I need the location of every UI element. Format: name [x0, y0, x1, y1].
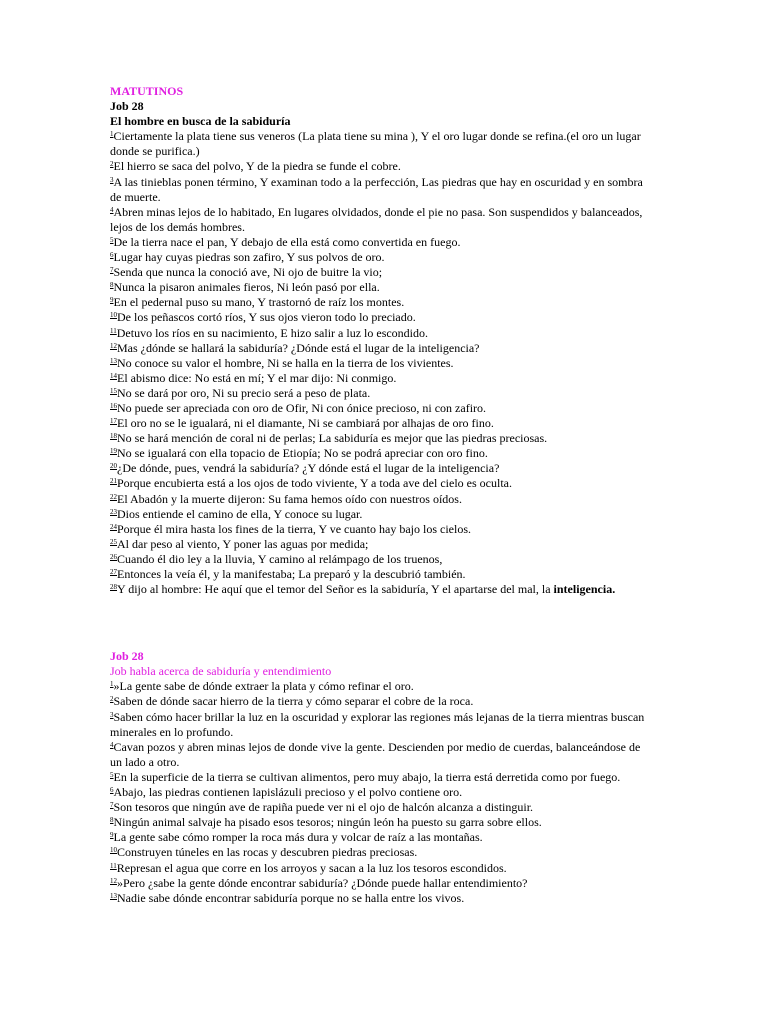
section-subtitle-2: Job habla acerca de sabiduría y entendimiento: [110, 664, 332, 679]
verse-number[interactable]: 7: [110, 266, 114, 275]
chapter-title: Job 28: [110, 99, 144, 114]
verse-number[interactable]: 11: [110, 326, 117, 335]
verse-5: [110, 235, 655, 250]
verse-number[interactable]: 4: [110, 740, 114, 749]
verse-18: [110, 431, 655, 446]
verse-6: [110, 250, 655, 265]
verse-20: [110, 461, 655, 476]
verse-text: De la tierra nace el pan, Y debajo de ella está como convertida en fuego.: [113, 234, 461, 249]
verse-text: Mas ¿dónde se hallará la sabiduría? ¿Dónde está el lugar de la inteligencia?: [117, 340, 480, 355]
verse-text: Y dijo al hombre: He aquí que el temor del Señor es la sabiduría, Y el apartarse del mal, la: [117, 582, 554, 597]
verse-number[interactable]: 2: [110, 160, 114, 169]
verse-4: [110, 205, 655, 235]
verse-14: [110, 371, 655, 386]
verse-17: [110, 416, 655, 431]
verse-number[interactable]: 13: [110, 891, 117, 900]
verse-text: En el pedernal puso su mano, Y trastornó de raíz los montes.: [113, 295, 405, 310]
verse-7: [110, 800, 655, 815]
verse-number[interactable]: 27: [110, 568, 117, 576]
verse-number[interactable]: 22: [110, 492, 117, 501]
verse-19: [110, 446, 655, 461]
verse-8: [110, 280, 655, 295]
verse-number[interactable]: 23: [110, 507, 117, 516]
verse-text: Porque encubierta está a los ojos de todo viviente, Y a toda ave del cielo es oculta.: [117, 476, 512, 491]
verse-number[interactable]: 7: [110, 801, 114, 810]
verse-13: [110, 356, 655, 371]
verse-21: [110, 476, 655, 491]
verse-text: ¿De dónde, pues, vendrá la sabiduría? ¿Y dónde está el lugar de la inteligencia?: [117, 461, 500, 476]
verse-number[interactable]: 24: [110, 522, 117, 531]
verse-1: [110, 679, 655, 694]
verse-5: [110, 770, 655, 785]
verse-8: [110, 815, 655, 830]
verse-12: [110, 341, 655, 356]
verse-26: [110, 552, 655, 567]
verse-27: [110, 567, 655, 582]
verse-10: [110, 845, 655, 860]
verse-6: [110, 785, 655, 800]
verse-text: Dios entiende el camino de ella, Y conoce su lugar.: [117, 506, 363, 521]
verse-text: Ciertamente la plata tiene sus veneros (La plata tiene su mina ), Y el oro lugar donde se refina.(el oro un lugar donde se purifica.): [110, 129, 641, 159]
verse-text: De los peñascos cortó ríos, Y sus ojos vieron todo lo preciado.: [117, 310, 416, 325]
verse-text: Represan el agua que corre en los arroyos y sacan a la luz los tesoros escondidos.: [116, 860, 507, 875]
verse-text: Detuvo los ríos en su nacimiento, E hizo salir a luz lo escondido.: [116, 325, 429, 340]
verse-number[interactable]: 15: [110, 386, 117, 395]
verse-text: »La gente sabe de dónde extraer la plata y cómo refinar el oro.: [113, 679, 414, 694]
section-heading: MATUTINOS: [110, 84, 184, 98]
verse-28: [110, 582, 655, 597]
verse-16: [110, 401, 655, 416]
verse-text: Cuando él dio ley a la lluvia, Y camino al relámpago de los truenos,: [117, 551, 443, 566]
verse-number[interactable]: 14: [110, 371, 117, 380]
verse-7: [110, 265, 655, 280]
verse-number[interactable]: 26: [110, 552, 117, 561]
verse-text: Construyen túneles en las rocas y descubren piedras preciosas.: [117, 845, 418, 860]
verse-number[interactable]: 18: [110, 432, 117, 441]
verse-number[interactable]: 20: [110, 462, 117, 471]
verse-text: Saben cómo hacer brillar la luz en la oscuridad y explorar las regiones más lejanas de la tierra mientras buscan minerales en lo profundo.: [110, 709, 645, 739]
verse-number[interactable]: 9: [110, 296, 114, 305]
verse-number[interactable]: 12: [110, 876, 117, 885]
verse-number[interactable]: 11: [110, 861, 117, 870]
verse-text: Al dar peso al viento, Y poner las aguas por medida;: [117, 536, 369, 551]
verse-3: [110, 175, 655, 205]
verse-number[interactable]: 5: [110, 235, 114, 244]
verse-text: No puede ser apreciada con oro de Ofir, Ni con ónice precioso, ni con zafiro.: [117, 400, 487, 415]
verse-22: [110, 492, 655, 507]
verse-text: Porque él mira hasta los fines de la tierra, Y ve cuanto hay bajo los cielos.: [117, 521, 471, 536]
verse-24: [110, 522, 655, 537]
verse-text: El Abadón y la muerte dijeron: Su fama hemos oído con nuestros oídos.: [117, 491, 462, 506]
verse-number[interactable]: 28: [110, 583, 117, 592]
verse-text: Saben de dónde sacar hierro de la tierra y cómo separar el cobre de la roca.: [113, 694, 474, 709]
verse-text: En la superficie de la tierra se cultivan alimentos, pero muy abajo, la tierra está derretida como por fuego.: [113, 769, 621, 784]
verse-number[interactable]: 10: [110, 311, 117, 320]
verse-15: [110, 386, 655, 401]
verse-2: [110, 159, 655, 174]
verse-text: No se igualará con ella topacio de Etiopía; No se podrá apreciar con oro fino.: [117, 446, 488, 461]
verse-11: [110, 861, 655, 876]
verse-text: Lugar hay cuyas piedras son zafiro, Y sus polvos de oro.: [113, 250, 385, 265]
verse-number[interactable]: 3: [110, 175, 114, 184]
verse-4: [110, 740, 655, 770]
verse-text: Entonces la veía él, y la manifestaba; La preparó y la descubrió también.: [117, 567, 466, 581]
verse-number[interactable]: 17: [110, 417, 117, 426]
verse-9: [110, 830, 655, 845]
verse-text: Son tesoros que ningún ave de rapiña puede ver ni el ojo de halcón alcanza a distinguir.: [113, 800, 534, 815]
verse-number[interactable]: 4: [110, 205, 114, 214]
verse-text: Nadie sabe dónde encontrar sabiduría porque no se halla entre los vivos.: [117, 890, 465, 905]
verse-number[interactable]: 9: [110, 831, 114, 840]
verse-number[interactable]: 5: [110, 770, 114, 779]
verse-10: [110, 310, 655, 325]
verse-text: Ningún animal salvaje ha pisado esos tesoros; ningún león ha puesto su garra sobre ellos.: [113, 815, 542, 830]
verse-number[interactable]: 1: [110, 680, 114, 689]
verse-number[interactable]: 21: [110, 477, 117, 486]
chapter-title-2: Job 28: [110, 649, 144, 664]
verse-text: No se hará mención de coral ni de perlas; La sabiduría es mejor que las piedras preciosas.: [117, 431, 548, 446]
verse-text: El oro no se le igualará, ni el diamante, Ni se cambiará por alhajas de oro fino.: [117, 416, 494, 431]
verse-text: El abismo dice: No está en mí; Y el mar dijo: Ni conmigo.: [117, 370, 397, 385]
verse-number[interactable]: 25: [110, 537, 117, 546]
verse-list: [110, 129, 655, 582]
verse-text: Senda que nunca la conoció ave, Ni ojo de buitre la vio;: [113, 265, 383, 280]
verse-number[interactable]: 19: [110, 447, 117, 456]
verse-text: No se dará por oro, Ni su precio será a peso de plata.: [117, 385, 371, 400]
verse-number[interactable]: 3: [110, 710, 114, 719]
verse-text: La gente sabe cómo romper la roca más dura y volcar de raíz a las montañas.: [113, 830, 483, 845]
verse-text: A las tinieblas ponen término, Y examinan todo a la perfección, Las piedras que hay en oscuridad y en sombra de muerte.: [110, 174, 643, 204]
verse-bold-text: inteligencia.: [553, 582, 616, 597]
verse-number[interactable]: 2: [110, 695, 114, 704]
verse-13: [110, 891, 655, 906]
verse-1: [110, 129, 655, 159]
section-subtitle: El hombre en busca de la sabiduría: [110, 114, 291, 129]
verse-number[interactable]: 8: [110, 816, 114, 825]
verse-number[interactable]: 6: [110, 786, 114, 795]
verse-text: El hierro se saca del polvo, Y de la piedra se funde el cobre.: [113, 159, 401, 174]
verse-number[interactable]: 13: [110, 356, 117, 365]
verse-number[interactable]: 12: [110, 341, 117, 350]
verse-2: [110, 694, 655, 709]
verse-text: Abajo, las piedras contienen lapislázuli precioso y el polvo contiene oro.: [113, 785, 463, 800]
verse-text: Abren minas lejos de lo habitado, En lugares olvidados, donde el pie no pasa. Son suspendidos y balanceados, lejos de los demás hombres.: [110, 204, 643, 234]
verse-list-2: [110, 679, 655, 905]
verse-number[interactable]: 6: [110, 251, 114, 260]
verse-number[interactable]: 1: [110, 130, 114, 139]
verse-11: [110, 326, 655, 341]
verse-text: Cavan pozos y abren minas lejos de donde vive la gente. Descienden por medio de cuerdas, balanceándose de un lado a otro.: [110, 739, 641, 769]
verse-9: [110, 295, 655, 310]
verse-23: [110, 507, 655, 522]
verse-3: [110, 710, 655, 740]
verse-12: [110, 876, 655, 891]
document-page: [110, 84, 655, 906]
verse-text: No conoce su valor el hombre, Ni se halla en la tierra de los vivientes.: [117, 355, 454, 370]
verse-text: »Pero ¿sabe la gente dónde encontrar sabiduría? ¿Dónde puede hallar entendimiento?: [117, 875, 528, 890]
verse-number[interactable]: 10: [110, 846, 117, 855]
verse-25: [110, 537, 655, 552]
verse-number[interactable]: 8: [110, 281, 114, 290]
verse-number[interactable]: 16: [110, 401, 117, 410]
verse-text: Nunca la pisaron animales fieros, Ni león pasó por ella.: [113, 280, 380, 295]
